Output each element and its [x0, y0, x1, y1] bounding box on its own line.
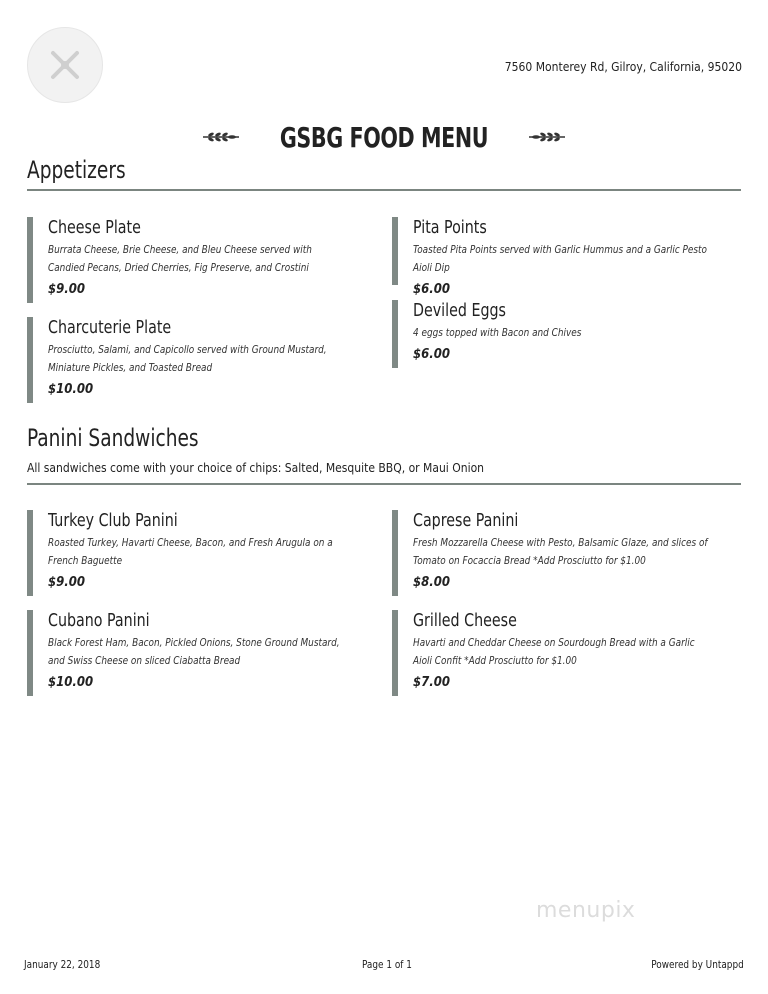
- item-description: Roasted Turkey, Havarti Cheese, Bacon, and Fresh Arugula on a French Baguette: [48, 536, 333, 567]
- menu-item: [392, 610, 722, 696]
- menu-item: [392, 300, 722, 368]
- wheat-sprig-icon: [529, 131, 565, 143]
- item-name: Deviled Eggs: [413, 300, 506, 321]
- item-name: Cheese Plate: [48, 217, 141, 238]
- brewery-logo: [27, 27, 103, 103]
- item-price: $10.00: [48, 675, 94, 690]
- item-name: Cubano Panini: [48, 610, 150, 631]
- item-description: Fresh Mozzarella Cheese with Pesto, Balsamic Glaze, and slices of Tomato on Focaccia Bread *Add Prosciutto for $1.00: [413, 536, 708, 567]
- section-title-appetizers: Appetizers: [27, 156, 126, 184]
- menu-item: [27, 510, 357, 596]
- item-price: $8.00: [413, 575, 450, 590]
- item-price: $9.00: [48, 575, 85, 590]
- menu-item: [27, 610, 357, 696]
- menu-item: [27, 217, 357, 303]
- section-divider: [27, 483, 741, 485]
- crossed-utensils-icon: [45, 45, 85, 85]
- item-name: Caprese Panini: [413, 510, 519, 531]
- menu-item: [27, 317, 357, 403]
- item-description: Havarti and Cheddar Cheese on Sourdough Bread with a Garlic Aioli Confit *Add Prosciutto for $1.00: [413, 636, 695, 667]
- item-price: $6.00: [413, 282, 450, 297]
- venue-address: 7560 Monterey Rd, Gilroy, California, 95020: [504, 60, 742, 74]
- menu-item: [392, 217, 722, 297]
- item-description: Toasted Pita Points served with Garlic Hummus and a Garlic Pesto Aioli Dip: [413, 243, 707, 274]
- item-name: Turkey Club Panini: [48, 510, 178, 531]
- item-price: $9.00: [48, 282, 85, 297]
- footer-page-number: Page 1 of 1: [362, 958, 412, 971]
- item-price: $6.00: [413, 347, 450, 362]
- item-description: 4 eggs topped with Bacon and Chives: [413, 326, 582, 339]
- section-note: All sandwiches come with your choice of chips: Salted, Mesquite BBQ, or Maui Onion: [27, 461, 485, 475]
- item-price: $7.00: [413, 675, 450, 690]
- item-description: Prosciutto, Salami, and Capicollo served with Ground Mustard, Miniature Pickles, and Toasted Bread: [48, 343, 327, 374]
- item-name: Charcuterie Plate: [48, 317, 172, 338]
- menu-item: [392, 510, 722, 596]
- menu-title-block: [0, 117, 768, 157]
- item-description: Burrata Cheese, Brie Cheese, and Bleu Cheese served with Candied Pecans, Dried Cherries, Fig Preserve, and Crostini: [48, 243, 312, 274]
- section-divider: [27, 189, 741, 191]
- section-title-panini: Panini Sandwiches: [27, 424, 199, 452]
- footer-powered-by: Powered by Untappd: [651, 958, 744, 971]
- item-description: Black Forest Ham, Bacon, Pickled Onions, Stone Ground Mustard, and Swiss Cheese on sliced Ciabatta Bread: [48, 636, 340, 667]
- item-price: $10.00: [48, 382, 94, 397]
- page-title: GSBG FOOD MENU: [279, 120, 489, 154]
- wheat-sprig-icon: [203, 131, 239, 143]
- item-name: Pita Points: [413, 217, 487, 238]
- footer-date: January 22, 2018: [24, 958, 101, 971]
- watermark: menupix: [536, 898, 636, 923]
- item-name: Grilled Cheese: [413, 610, 517, 631]
